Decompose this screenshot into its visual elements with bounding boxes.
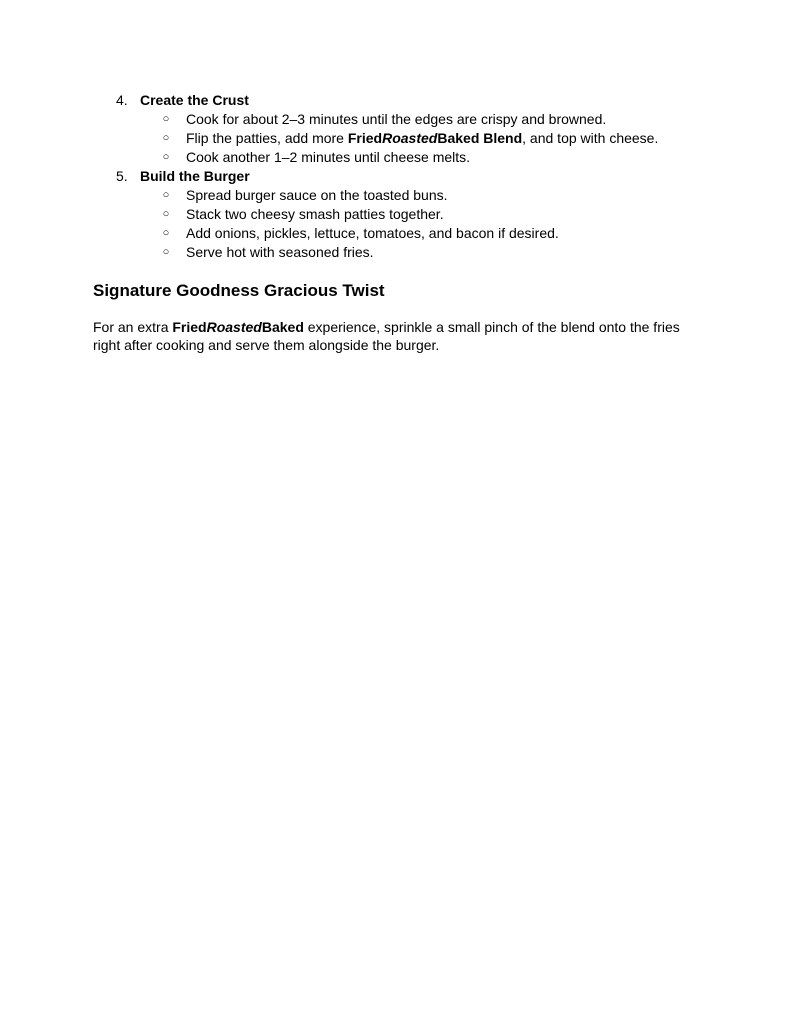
section-heading: Signature Goodness Gracious Twist: [93, 281, 385, 300]
instructions-list: [0, 91, 791, 262]
list-item-text: Cook another 1–2 minutes until cheese melts.: [186, 149, 471, 165]
brand-name-fried: Fried: [347, 130, 383, 146]
brand-name-roasted: Roasted: [206, 319, 262, 335]
hollow-circle-bullet-icon: ○: [162, 151, 170, 163]
hollow-circle-bullet-icon: ○: [162, 227, 170, 239]
hollow-circle-bullet-icon: ○: [162, 132, 170, 144]
section-paragraph: [93, 318, 703, 354]
list-item-text: [186, 129, 658, 148]
step-create-the-crust: [0, 91, 791, 167]
list-item: [0, 205, 791, 224]
list-item: [0, 186, 791, 205]
list-item-text: Serve hot with seasoned fries.: [186, 244, 374, 260]
hollow-circle-bullet-icon: ○: [162, 246, 170, 258]
text-run: For an extra: [93, 319, 173, 335]
list-item: [0, 224, 791, 243]
step-heading: [0, 167, 791, 186]
list-item-text: Cook for about 2–3 minutes until the edges are crispy and browned.: [186, 111, 607, 127]
step-number: 4.: [116, 92, 128, 108]
hollow-circle-bullet-icon: ○: [162, 189, 170, 201]
list-item-text: Spread burger sauce on the toasted buns.: [186, 187, 448, 203]
step-build-the-burger: [0, 167, 791, 262]
list-item: [0, 243, 791, 262]
brand-name-roasted: Roasted: [382, 130, 438, 146]
step-number: 5.: [116, 168, 128, 184]
list-item-text: Stack two cheesy smash patties together.: [186, 206, 444, 222]
brand-name-baked: Baked: [261, 319, 304, 335]
text-run: experience, sprinkle a small pinch of the blend onto the fries right after cooking and serve them alongside the burger.: [93, 319, 680, 353]
step-title: Create the Crust: [140, 92, 249, 108]
list-item: [0, 129, 791, 148]
step-title: Build the Burger: [140, 168, 250, 184]
step-heading: [0, 91, 791, 110]
text-run: Flip the patties, add more: [186, 130, 348, 146]
text-run: , and top with cheese.: [522, 130, 659, 146]
list-item: [0, 110, 791, 129]
hollow-circle-bullet-icon: ○: [162, 113, 170, 125]
list-item-text: Add onions, pickles, lettuce, tomatoes, and bacon if desired.: [186, 225, 559, 241]
brand-name-baked-blend: Baked Blend: [437, 130, 523, 146]
hollow-circle-bullet-icon: ○: [162, 208, 170, 220]
brand-name-fried: Fried: [172, 319, 207, 335]
list-item: [0, 148, 791, 167]
